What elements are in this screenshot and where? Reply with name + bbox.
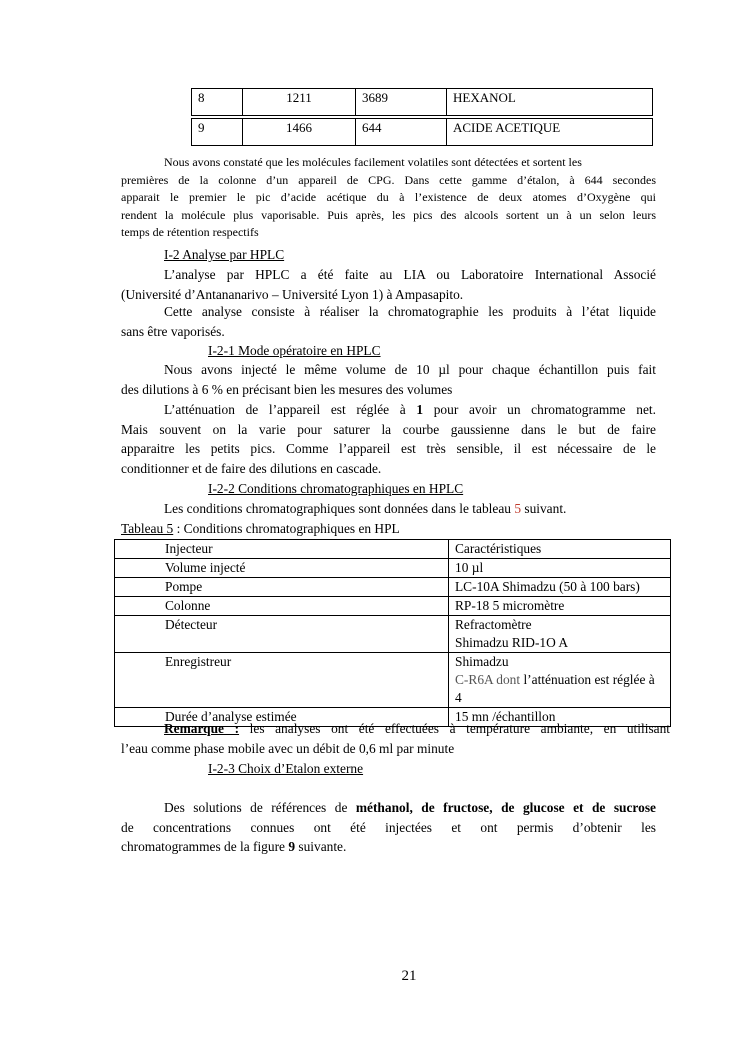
table-ref: 5 — [514, 501, 522, 516]
table-row — [115, 653, 671, 708]
line: Mais souvent on la varie pour saturer la courbe gaussienne dans le but de faire — [121, 421, 656, 437]
lia-paragraph — [121, 265, 656, 304]
text: L’atténuation de l’appareil est réglée à — [164, 402, 417, 417]
line: L’analyse par HPLC a été faite au LIA ou Laboratoire International Associé — [164, 267, 656, 282]
text: pour avoir un chromatogramme net. — [423, 402, 656, 417]
value-line: Refractomètre — [455, 617, 532, 632]
value-line — [455, 671, 664, 707]
table-row — [115, 559, 671, 578]
line: Nous avons injecté le même volume de 10 µl pour chaque échantillon puis fait — [164, 362, 656, 377]
section-heading-conditions: I-2-2 Conditions chromatographiques en HPLC — [208, 481, 464, 496]
key-cell: Volume injecté — [115, 559, 449, 578]
injection-paragraph — [121, 360, 656, 399]
line — [121, 400, 656, 420]
text: suivant. — [521, 501, 567, 516]
line: premières de la colonne d’un appareil de CPG. Dans cette gamme d’étalon, à 644 secondes — [121, 172, 656, 187]
key-cell: Durée d’analyse estimée — [115, 708, 449, 727]
bold-text: méthanol, de fructose, de glucose et de sucrose — [355, 800, 656, 815]
line: sans être vaporisés. — [121, 323, 225, 339]
remarque-label: Remarque : — [164, 721, 240, 736]
table5-caption — [121, 519, 400, 539]
key-cell: Pompe — [115, 578, 449, 597]
solutions-paragraph — [121, 798, 656, 857]
cell-name: HEXANOL — [447, 89, 653, 118]
etalon-table — [191, 88, 653, 146]
bold-value: 1 — [416, 402, 424, 417]
line: l’eau comme phase mobile avec un débit de 0,6 ml par minute — [121, 740, 455, 756]
figure-ref: 9 — [288, 839, 296, 854]
line: Cette analyse consiste à réaliser la chromatographie les produits à l’état liquide — [164, 304, 656, 319]
table-row — [192, 117, 653, 146]
attenuation-paragraph — [121, 400, 656, 478]
line — [121, 719, 670, 739]
line: Nous avons constaté que les molécules facilement volatiles sont détectées et sortent les — [164, 155, 582, 169]
model-text: C-R6A dont — [455, 672, 521, 687]
cell-time: 1211 — [243, 89, 356, 118]
cell-num: 8 — [192, 89, 243, 118]
conditions-table — [114, 539, 671, 727]
cell-time: 1466 — [243, 117, 356, 146]
value-line: Shimadzu RID-1O A — [455, 635, 569, 650]
value-cell — [449, 616, 671, 653]
key-cell: Détecteur — [115, 616, 449, 653]
header-cell: Injecteur — [115, 540, 449, 559]
key-cell: Enregistreur — [115, 653, 449, 708]
remarque-paragraph — [121, 719, 670, 758]
section-heading-mode: I-2-1 Mode opératoire en HPLC — [208, 343, 381, 358]
line: des dilutions à 6 % en précisant bien les mesures des volumes — [121, 381, 453, 397]
cell-area: 644 — [356, 117, 447, 146]
table-row — [115, 616, 671, 653]
line: (Université d’Antananarivo – Université Lyon 1) à Ampasapito. — [121, 286, 464, 302]
value-cell: RP-18 5 micromètre — [449, 597, 671, 616]
line: apparait le premier le pic d’acide acétique du à l’existence de deux atomes d’Oxygène qui — [121, 190, 656, 204]
table-row — [115, 540, 671, 559]
header-cell: Caractéristiques — [449, 540, 671, 559]
table-row — [115, 597, 671, 616]
text: chromatogrammes de la figure — [121, 839, 289, 854]
value-cell: 15 mn /échantillon — [449, 708, 671, 727]
text: suivante. — [295, 839, 347, 854]
table-row — [115, 578, 671, 597]
caption-text: : Conditions chromatographiques en HPL — [173, 521, 400, 536]
line: temps de rétention respectifs — [121, 225, 259, 239]
cell-num: 9 — [192, 117, 243, 146]
cpg-paragraph — [121, 154, 656, 242]
cell-name: ACIDE ACETIQUE — [447, 117, 653, 146]
value-cell — [449, 653, 671, 708]
key-cell: Colonne — [115, 597, 449, 616]
line: conditionner et de faire des dilutions en cascade. — [121, 460, 382, 476]
value-cell: 10 µl — [449, 559, 671, 578]
section-heading-etalon: I-2-3 Choix d’Etalon externe — [208, 761, 364, 776]
text: Les conditions chromatographiques sont données dans le tableau — [164, 501, 515, 516]
section-heading-hplc: I-2 Analyse par HPLC — [164, 247, 285, 262]
text: Des solutions de références de — [164, 800, 356, 815]
cell-area: 3689 — [356, 89, 447, 118]
text: les analyses ont été effectuées à température ambiante, en utilisant — [239, 721, 671, 736]
conditions-paragraph — [164, 499, 566, 519]
line — [121, 837, 656, 857]
text: l’atténuation est réglée à 4 — [455, 672, 655, 705]
table-row — [192, 89, 653, 118]
line — [121, 798, 656, 818]
value-line: Shimadzu — [455, 654, 509, 669]
caption-label: Tableau 5 — [121, 521, 174, 536]
page-number: 21 — [401, 968, 417, 984]
value-cell: LC-10A Shimadzu (50 à 100 bars) — [449, 578, 671, 597]
analyse-paragraph — [121, 302, 656, 341]
line: apparaitre les petits pics. Comme l’appareil est très sensible, il est nécessaire de le — [121, 441, 656, 456]
line: rendent la molécule plus vaporisable. Puis après, les pics des alcools sortent un à un selon leurs — [121, 207, 656, 222]
line: de concentrations connues ont été injectées et ont permis d’obtenir les — [121, 819, 656, 835]
